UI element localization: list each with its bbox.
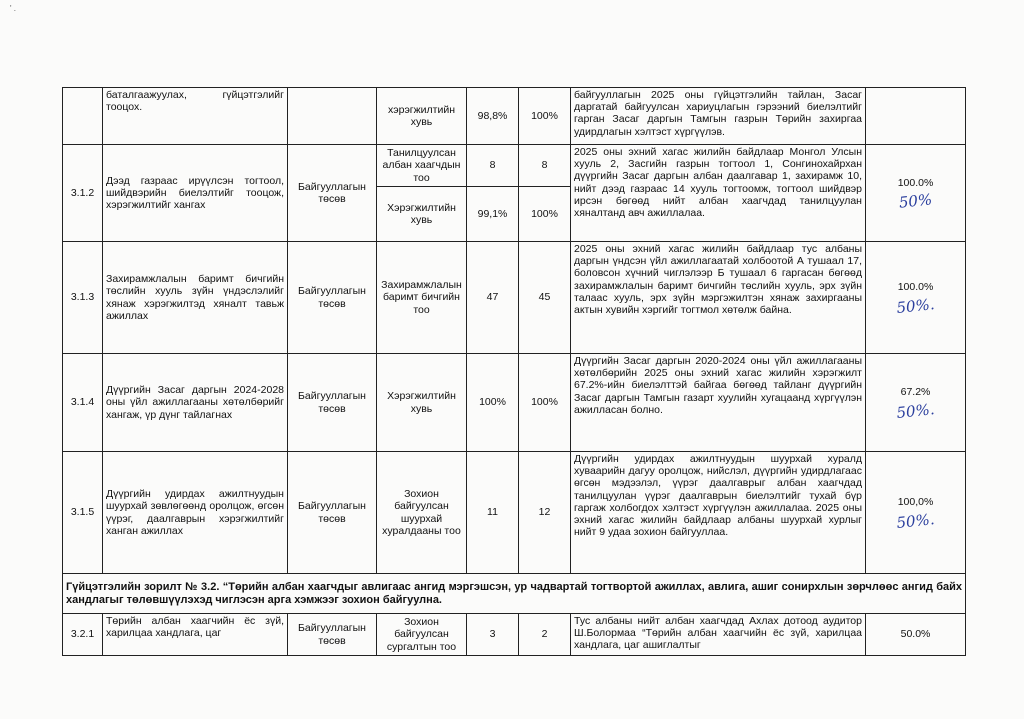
activity-cell: Дээд газраас ирүүлсэн тогтоол, шийдвэрийн биелэлтийг тооцож, хэрэгжилтийг хангах <box>103 145 288 242</box>
row-number <box>63 88 103 145</box>
percent-value: 100.0% <box>897 176 934 189</box>
table-row <box>63 242 966 354</box>
baseline-cell: 8 <box>467 145 519 187</box>
target-cell: 100% <box>519 88 571 145</box>
percent-cell <box>866 145 966 242</box>
target-cell: 45 <box>519 242 571 354</box>
goal-heading: Гүйцэтгэлийн зорилт № 3.2. “Төрийн албан хаагчдыг авлигаас ангид мэргэшсэн, ур чадвартай тогтвортой ажиллах, авлига, ашиг сонирхлын зөрчлөөс ангид байх хандлагыг төлөвшүүлэхэд чиглэсэн арга хэмжээг зохион байгуулна. <box>63 574 966 614</box>
indicator-cell: Зохион байгуулсан сургалтын тоо <box>377 614 467 656</box>
report-cell: 2025 оны эхний хагас жилийн байдлаар Монгол Улсын хууль 2, Засгийн газрын тогтоол 1, Сонгинохайрхан дүүргийн Засаг даргын албан даалгавар 1, захирамж 10, нийт дээд газраас 14 хууль тогтоомж, тогтоол шийдвэр ирсэн бөгөөд нийт албан хаагчдад танилцуулан хяналтанд авч ажиллалаа. <box>571 145 866 242</box>
report-cell: Тус албаны нийт албан хаагчдад Ахлах дотоод аудитор Ш.Болормаа “Төрийн албан хаагчийн ёс зүй, харилцаа хандлага, цаг ашиглалтыг <box>571 614 866 656</box>
percent-value: 50.0% <box>900 628 931 641</box>
percent-value: 67.2% <box>900 386 931 399</box>
responsible-cell: Байгууллагын төсөв <box>288 145 377 242</box>
activity-cell: Захирамжлалын баримт бичгийн төслийн хууль зүйн үндэслэлийг хянаж хэрэгжилтэд хяналт тавьж ажиллах <box>103 242 288 354</box>
indicator-cell: Захирамжлалын баримт бичгийн тоо <box>377 242 467 354</box>
target-cell: 2 <box>519 614 571 656</box>
row-number: 3.1.4 <box>63 354 103 452</box>
row-number: 3.2.1 <box>63 614 103 656</box>
table-row <box>63 88 966 145</box>
report-cell: байгууллагын 2025 оны гүйцэтгэлийн тайлан, Засаг даргатай байгуулсан хариуцлагын гэрээний биелэлтийг гарган Засаг даргын Тамгын газрын Төрийн захиргаа удирдлагын хэлтэст хүргүүлэв. <box>571 88 866 145</box>
row-number: 3.1.5 <box>63 452 103 574</box>
target-cell: 8 <box>519 145 571 187</box>
handwritten-note: 50%. <box>895 294 936 317</box>
table-row <box>63 145 966 187</box>
handwritten-note: 50%. <box>895 509 936 532</box>
activity-cell: Дүүргийн Засаг даргын 2024-2028 оны үйл ажиллагааны хөтөлбөрийг хангаж, үр дүнг тайлагнах <box>103 354 288 452</box>
responsible-cell: Байгууллагын төсөв <box>288 452 377 574</box>
percent-value: 100,0% <box>897 496 934 509</box>
responsible-cell: Байгууллагын төсөв <box>288 614 377 656</box>
responsible-cell <box>288 88 377 145</box>
table-row <box>63 614 966 656</box>
baseline-cell: 99,1% <box>467 187 519 242</box>
handwritten-note: 50% <box>897 190 934 212</box>
scan-corner-mark: ' . <box>10 4 16 13</box>
baseline-cell: 47 <box>467 242 519 354</box>
report-cell: Дүүргийн удирдах ажилтнуудын шуурхай хуралд хуваарийн дагуу оролцож, нийслэл, дүүргийн удирдлагаас өгсөн мэдээлэл, үүрэг даалгаврыг албан хаагчдад танилцуулан үүрэг даалгаврын биелэлтийг тухай бүр гаргаж холбогдох хэлтэст хүргүүлэн ажиллалаа. 2025 оны эхний хагас жилийн байдлаар албаны шуурхай хурлыг нийт 9 удаа зохион байгууллаа. <box>571 452 866 574</box>
percent-cell <box>866 354 966 452</box>
table-row <box>63 354 966 452</box>
baseline-cell: 3 <box>467 614 519 656</box>
activity-cell: баталгаажуулах, гүйцэтгэлийг тооцох. <box>103 88 288 145</box>
responsible-cell: Байгууллагын төсөв <box>288 354 377 452</box>
indicator-cell: хэрэгжилтийн хувь <box>377 88 467 145</box>
row-number: 3.1.3 <box>63 242 103 354</box>
indicator-cell: Зохион байгуулсан шуурхай хуралдааны тоо <box>377 452 467 574</box>
activity-cell: Төрийн албан хаагчийн ёс зүй, харилцаа хандлага, цаг <box>103 614 288 656</box>
goal-row <box>63 574 966 614</box>
report-cell: 2025 оны эхний хагас жилийн байдлаар тус албаны даргын үндсэн үйл ажиллагаатай холбоотой А тушаал 17, боловсон хүчний чиглэлээр Б тушаал 6 гаргасан бөгөөд захирамжлалын баримт бичгийн төслийн хууль, эрх зүйн талаас хууль, эрх зүйн мэргэжилтэн хянаж захиргааны актын хувийн хэргийг тогтмол хөтөлж байна. <box>571 242 866 354</box>
percent-cell <box>866 452 966 574</box>
target-cell: 100% <box>519 354 571 452</box>
baseline-cell: 100% <box>467 354 519 452</box>
table-row <box>63 452 966 574</box>
target-cell: 12 <box>519 452 571 574</box>
percent-cell <box>866 242 966 354</box>
report-cell: Дүүргийн Засаг даргын 2020-2024 оны үйл ажиллагааны хөтөлбөрийн 2025 оны эхний хагас жилийн хэрэгжилт 67.2%-ийн биелэлттэй байгаа бөгөөд тайланг дүүргийн Засаг даргын Тамгын газарт хуулийн хугацаанд хүргүүлэн ажилласан болно. <box>571 354 866 452</box>
responsible-cell: Байгууллагын төсөв <box>288 242 377 354</box>
indicator-cell: Танилцуулсан албан хаагчдын тоо <box>377 145 467 187</box>
percent-cell <box>866 88 966 145</box>
baseline-cell: 11 <box>467 452 519 574</box>
baseline-cell: 98,8% <box>467 88 519 145</box>
percent-value: 100.0% <box>897 281 934 294</box>
performance-table <box>62 87 966 656</box>
row-number: 3.1.2 <box>63 145 103 242</box>
handwritten-note: 50%. <box>895 399 936 422</box>
percent-cell <box>866 614 966 656</box>
indicator-cell: Хэрэгжилтийн хувь <box>377 354 467 452</box>
activity-cell: Дүүргийн удирдах ажилтнуудын шуурхай зөвлөгөөнд оролцож, өгсөн үүрэг, даалгаврын хэрэгжилтийг ханган ажиллах <box>103 452 288 574</box>
indicator-cell: Хэрэгжилтийн хувь <box>377 187 467 242</box>
target-cell: 100% <box>519 187 571 242</box>
